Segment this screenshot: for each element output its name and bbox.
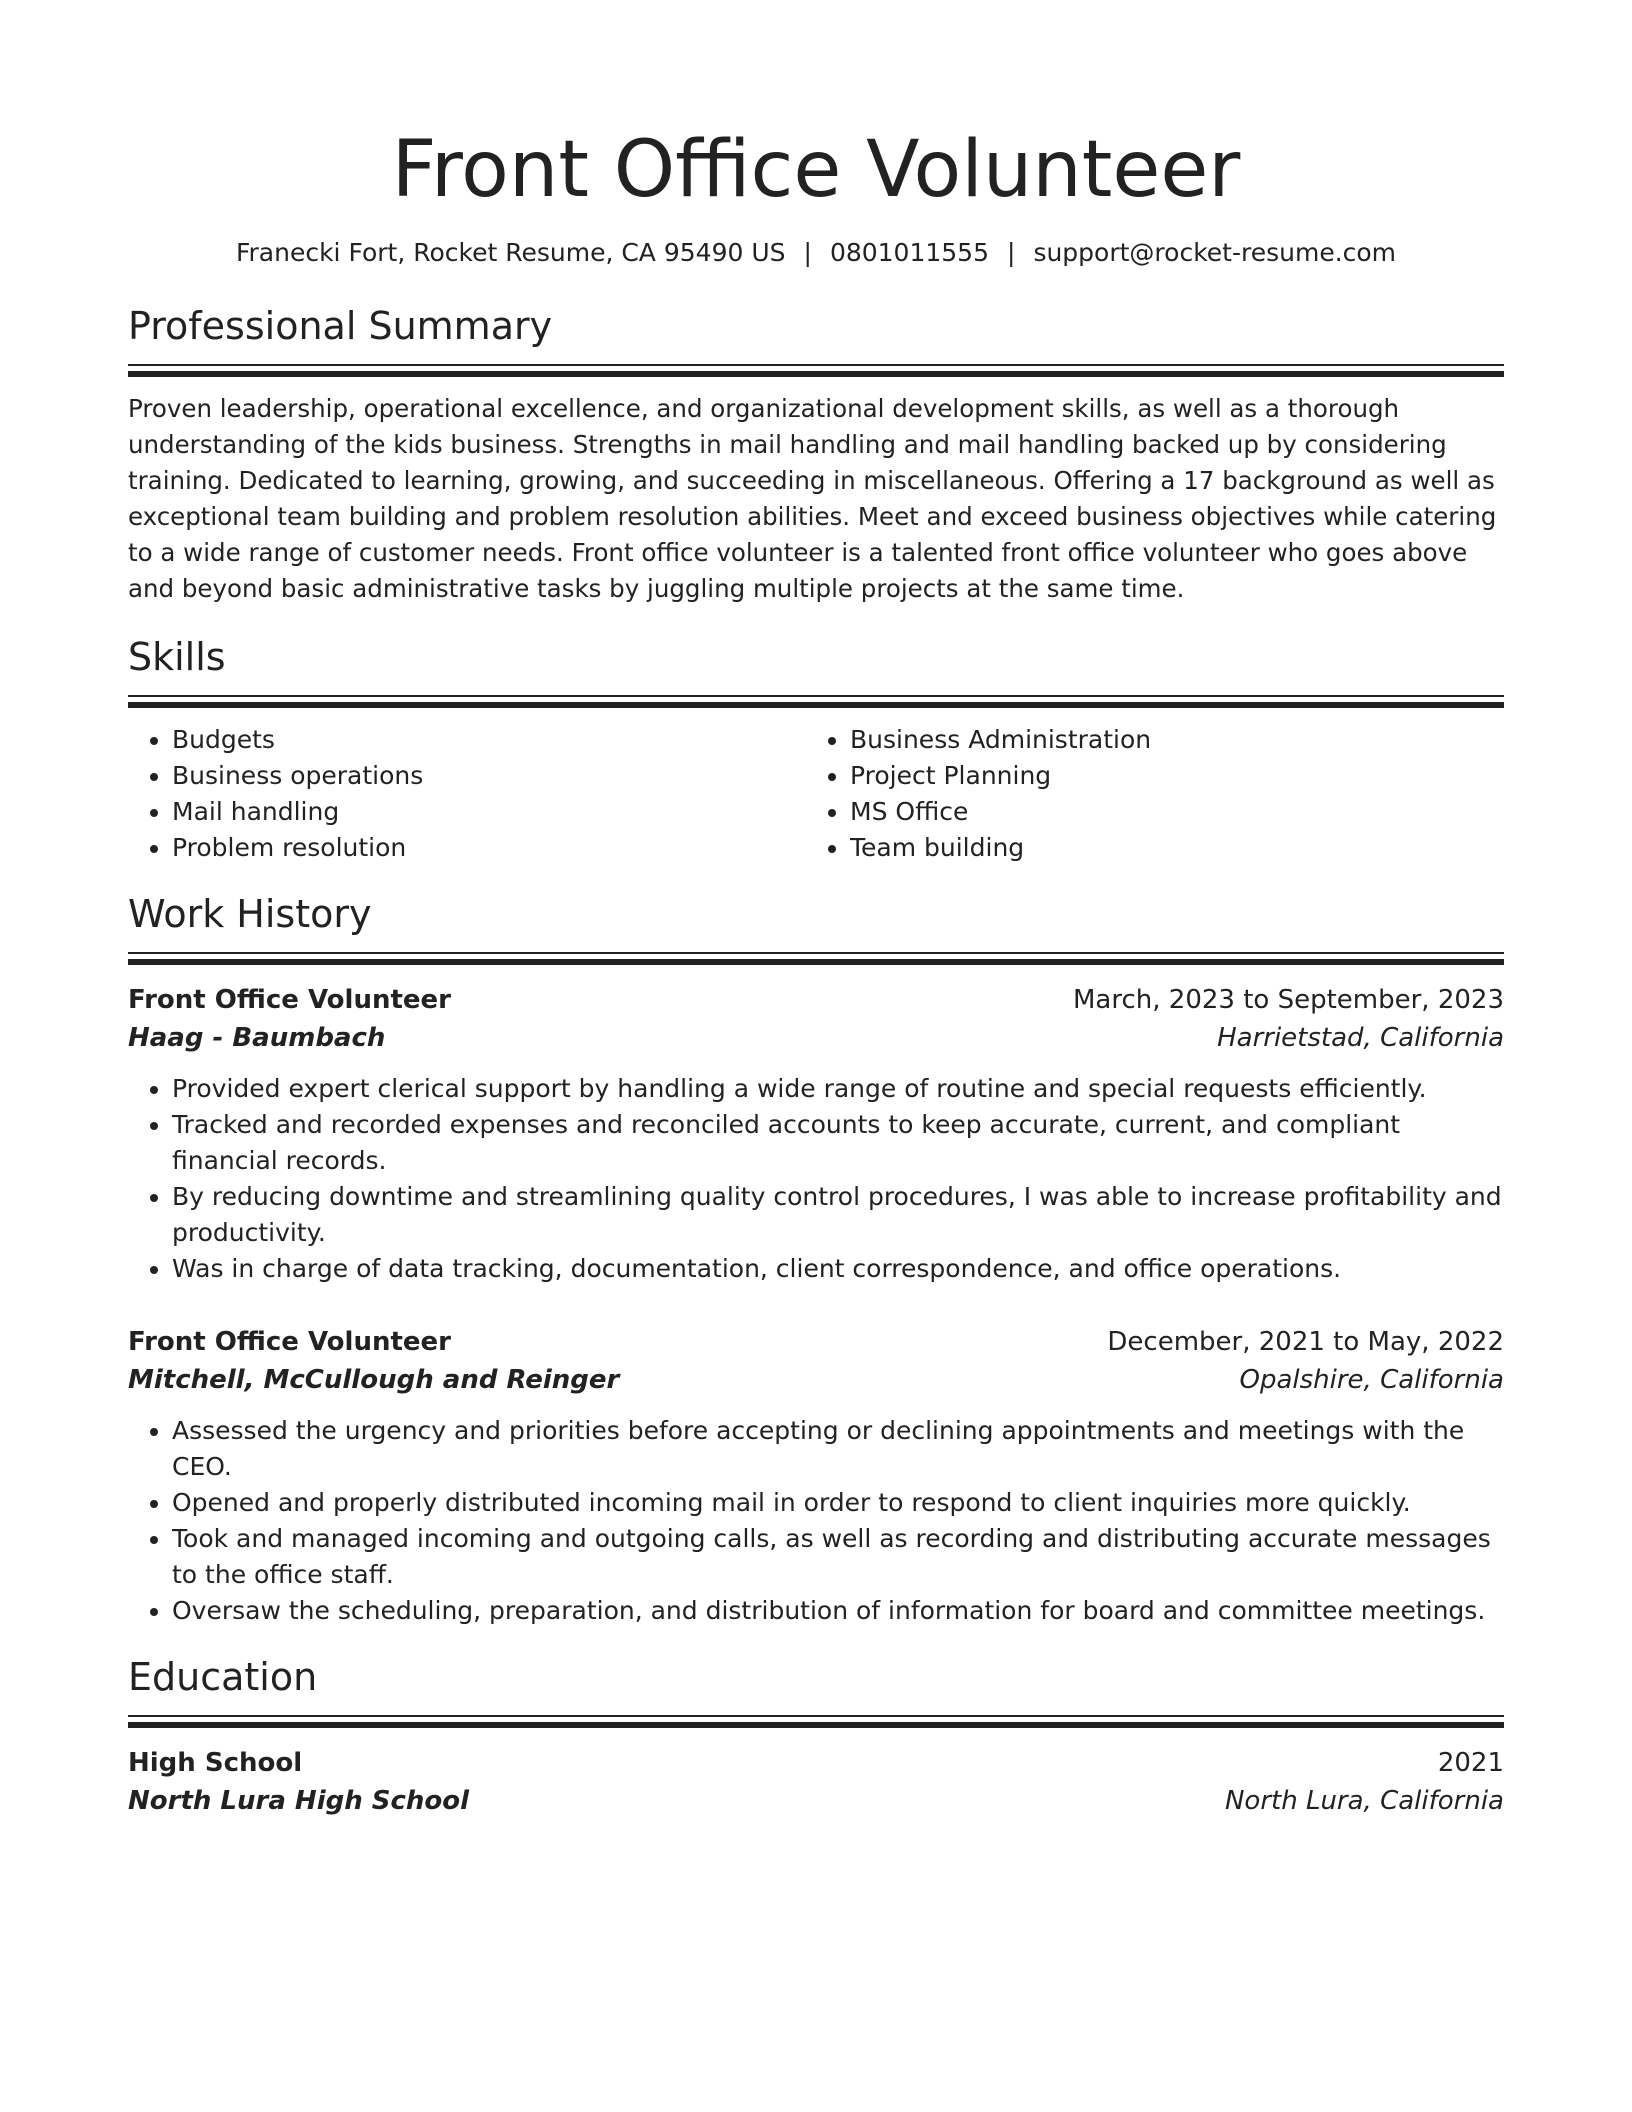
- education-degree: High School: [128, 1748, 303, 1778]
- work-heading: Work History: [128, 892, 372, 936]
- job-bullets: [128, 1071, 1504, 1287]
- section-rule-thin: [128, 695, 1504, 697]
- job-dates: March, 2023 to September, 2023: [1073, 985, 1504, 1015]
- skill-item: • Team building: [850, 830, 1484, 866]
- contact-line: [128, 236, 1504, 270]
- job-location: Harrietstad, California: [1217, 1023, 1504, 1053]
- education-location: North Lura, California: [1224, 1786, 1504, 1816]
- section-rule-thin: [128, 952, 1504, 954]
- job-bullet: • By reducing downtime and streamlining quality control procedures, I was able to increase profitability and productivity.: [172, 1179, 1504, 1251]
- skills-left-list: [128, 722, 806, 866]
- job-title: Front Office Volunteer: [128, 985, 451, 1015]
- education-header: [128, 1744, 1504, 1782]
- job-bullet: • Oversaw the scheduling, preparation, and distribution of information for board and committee meetings.: [172, 1593, 1504, 1629]
- section-rule-thin: [128, 1715, 1504, 1717]
- skills-section: [128, 633, 1504, 866]
- job-company: Mitchell, McCullough and Reinger: [128, 1365, 620, 1395]
- education-section: [128, 1653, 1504, 1820]
- contact-separator: |: [1007, 238, 1016, 267]
- skills-right-list: [806, 722, 1484, 866]
- education-heading: Education: [128, 1655, 318, 1699]
- job-subheader: [128, 1019, 1504, 1057]
- contact-separator: |: [803, 238, 812, 267]
- section-rule-thick: [128, 959, 1504, 965]
- job-bullet: • Was in charge of data tracking, documentation, client correspondence, and office operations.: [172, 1251, 1504, 1287]
- job-bullet: • Opened and properly distributed incoming mail in order to respond to client inquiries more quickly.: [172, 1485, 1504, 1521]
- job-bullet: • Tracked and recorded expenses and reconciled accounts to keep accurate, current, and compliant financial records.: [172, 1107, 1504, 1179]
- job-entry: [128, 981, 1504, 1287]
- job-header: [128, 981, 1504, 1019]
- skills-heading: Skills: [128, 635, 226, 679]
- contact-email: support@rocket-resume.com: [1033, 238, 1397, 267]
- contact-phone: 0801011555: [829, 238, 989, 267]
- job-subheader: [128, 1361, 1504, 1399]
- summary-text: Proven leadership, operational excellence, and organizational development skills, as well as a thorough understanding of the kids business. Strengths in mail handling and mail handling backed up by considering training. Dedicated to learning, growing, and succeeding in miscellaneous. Offering a 17 background as well as exceptional team building and problem resolution abilities. Meet and exceed business objectives while catering to a wide range of customer needs. Front office volunteer is a talented front office volunteer who goes above and beyond basic administrative tasks by juggling multiple projects at the same time.: [128, 394, 1497, 603]
- summary-heading: Professional Summary: [128, 304, 553, 348]
- job-dates: December, 2021 to May, 2022: [1107, 1327, 1504, 1357]
- job-bullets: [128, 1413, 1504, 1629]
- job-bullet: • Provided expert clerical support by handling a wide range of routine and special requests efficiently.: [172, 1071, 1504, 1107]
- job-bullet: • Assessed the urgency and priorities before accepting or declining appointments and meetings with the CEO.: [172, 1413, 1504, 1485]
- education-school: North Lura High School: [128, 1786, 470, 1816]
- job-title: Front Office Volunteer: [128, 1327, 451, 1357]
- skill-item: • Mail handling: [172, 794, 806, 830]
- skill-item: • Business operations: [172, 758, 806, 794]
- section-rule-thin: [128, 364, 1504, 366]
- resume-page: [128, 0, 1504, 1820]
- skill-item: • Business Administration: [850, 722, 1484, 758]
- section-rule-thick: [128, 371, 1504, 377]
- skill-item: • Budgets: [172, 722, 806, 758]
- job-bullet: • Took and managed incoming and outgoing calls, as well as recording and distributing accurate messages to the office staff.: [172, 1521, 1504, 1593]
- education-entry: [128, 1744, 1504, 1820]
- education-year: 2021: [1437, 1748, 1504, 1778]
- contact-address: Franecki Fort, Rocket Resume, CA 95490 US: [235, 238, 786, 267]
- work-section: [128, 890, 1504, 1629]
- summary-section: [128, 302, 1504, 607]
- job-company: Haag - Baumbach: [128, 1023, 386, 1053]
- skills-columns: [128, 722, 1504, 866]
- skill-item: • Project Planning: [850, 758, 1484, 794]
- skill-item: • MS Office: [850, 794, 1484, 830]
- section-rule-thick: [128, 702, 1504, 708]
- section-rule-thick: [128, 1722, 1504, 1728]
- job-entry: [128, 1323, 1504, 1629]
- job-location: Opalshire, California: [1239, 1365, 1504, 1395]
- job-header: [128, 1323, 1504, 1361]
- education-subheader: [128, 1782, 1504, 1820]
- skill-item: • Problem resolution: [172, 830, 806, 866]
- resume-name: Front Office Volunteer: [391, 125, 1241, 215]
